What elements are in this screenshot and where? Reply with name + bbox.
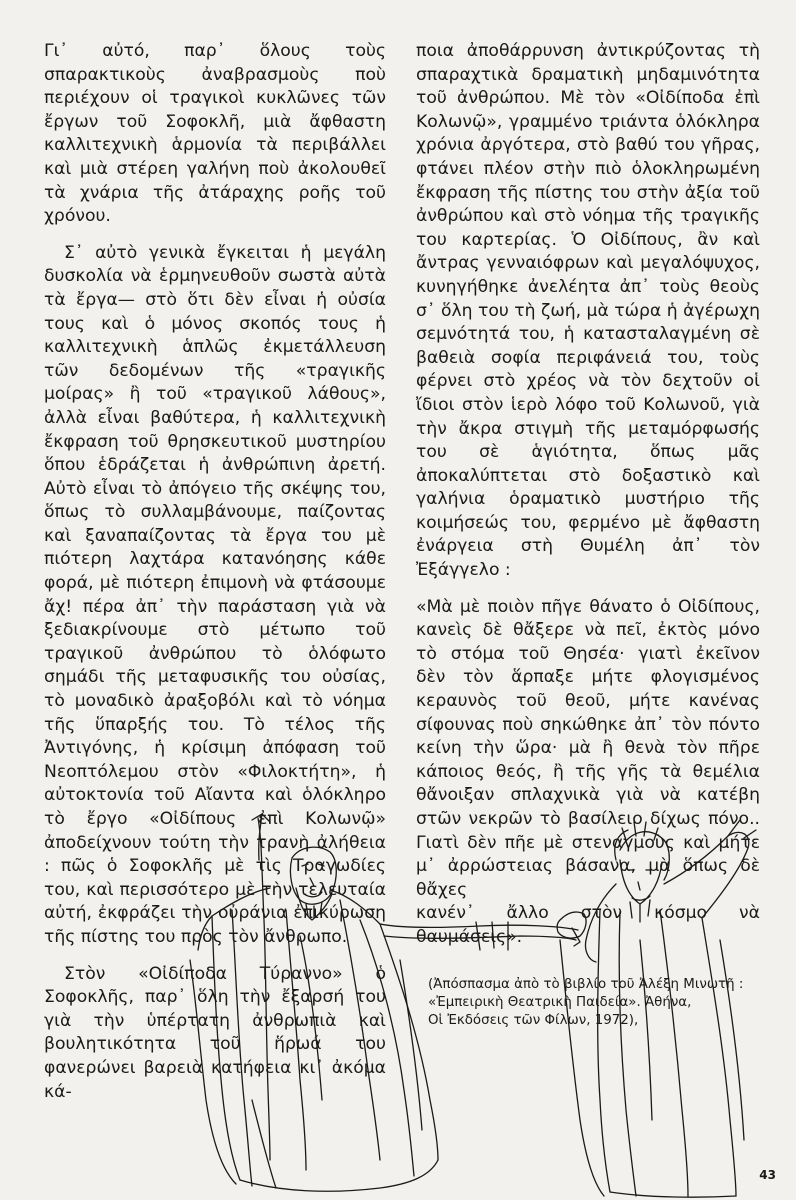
- paragraph: Σ᾿ αὐτὸ γενικὰ ἔγκειται ἡ μεγάλη δυσκολία νὰ ἑρμηνευθοῦν σωστὰ αὐτὰ τὰ ἔργα— στὸ ὅτι δὲν εἶναι ἡ οὐσία τους καὶ ὁ μόνος σκοπός τους ἡ καλλιτεχνικὴ ἁπλῶς ἐκμετάλλευση τῶν δεδομένων τῆς «τραγικῆς μοίρας» ἢ τοῦ «τραγικοῦ λάθους», ἀλλὰ εἶναι βαθύτερα, ἡ καλλιτεχνικὴ ἔκφραση τοῦ θρησκευτικοῦ μυστηρίου ὅπου ἑδράζεται ἡ ἀνθρώπινη ἀρετή. Αὐτὸ εἶναι τὸ ἀπόγειο τῆς σκέψης του, ὅπως τὸ συλλαμβάνουμε, παίζοντας καὶ ξαναπαίζοντας τὰ ἔργα του μὲ πιότερη λαχτάρα κατανόησης κάθε φορά, μὲ πιότερη ἐπιμονὴ νὰ φτάσουμε ἄχ! πέρα ἀπ᾿ τὴν παράσταση γιὰ νὰ ξεδιακρίνουμε στὸ μέτωπο τοῦ τραγικοῦ ἀνθρώπου τὸ ὁλόφωτο σημάδι τῆς μεταφυσικῆς του οὐσίας, τὸ μοναδικὸ ἀραξοβόλι καὶ τὸ νόημα τῆς ὕπαρξής του. Τὸ τέλος τῆς Ἀντιγόνης, ἡ κρίσιμη ἀπόφαση τοῦ Νεοπτόλεμου στὸν «Φιλοκτήτη», ἡ αὐτοκτονία τοῦ Αἴαντα καὶ ὁλόκληρο τὸ ἔργο «Οἰδίπους ἐπὶ Κολωνῷ» ἀποδείχνουν τούτη τὴν τρανὴ ἀλήθεια : πῶς ὁ Σοφοκλῆς μὲ τὶς Τραγωδίες του, καὶ περισσότερο μὲ τὴν τελευταία αὐτή, ἐκφράζει τὴν οὐράνια ἐπικύρωση τῆς πίστης του πρὸς τὸν ἄνθρωπο.: [44, 242, 386, 947]
- quote-line: τὸ στόμα τοῦ Θησέα· γιατὶ ἐκεῖνον: [416, 643, 760, 664]
- quote-line: κανέν᾿ ἄλλο στὸν κόσμο νὰ θαυμάσεις».: [416, 903, 760, 947]
- citation-line: (Ἀπόσπασμα ἀπὸ τὸ βιβλίο τοῦ Ἀλέξη Μινωτῆ :: [428, 976, 744, 992]
- paragraph: Γι᾿ αὐτό, παρ᾿ ὅλους τοὺς σπαρακτικοὺς ἀναβρασμοὺς ποὺ περιέχουν οἱ τραγικοὶ κυκλῶνες τῶν ἔργων τοῦ Σοφοκλῆ, μιὰ ἄφθαστη καλλιτεχνικὴ ἁρμονία τὰ περιβάλλει καὶ μιὰ στέρεη γαλήνη ποὺ ἀκολουθεῖ τὰ χνάρια τῆς ἀτάραχης ροῆς τοῦ χρόνου.: [44, 41, 386, 227]
- quote-line: κάποιος θεός, ἢ τῆς γῆς τὰ θεμέλια: [416, 761, 760, 782]
- sketch-figure-right: [557, 820, 756, 1197]
- quote-line: στῶν νεκρῶν τὸ βασίλειο δίχως πόνο..: [416, 809, 760, 829]
- quote-line: κανεὶς δὲ θἄξερε νὰ πεῖ, ἐκτὸς μόνο: [416, 620, 760, 641]
- quote-line: «Μὰ μὲ ποιὸν πῆγε θάνατο ὁ Οἰδίπους,: [416, 596, 760, 617]
- quote-line: μ᾿ ἀρρώστειας βάσανα, μὰ ὅπως δὲ θἄχες: [416, 856, 760, 900]
- page-number: 43: [759, 1168, 776, 1182]
- quote-line: Γιατὶ δὲν πῆε μὲ στεναγμοὺς καὶ μήτε: [416, 832, 760, 853]
- quote-line: θἄνοιξαν σπλαχνικὰ γιὰ νὰ κατέβη: [416, 785, 760, 806]
- citation-line: «Ἐμπειρικὴ Θεατρικὴ Παιδεία». Ἀθήνα,: [428, 994, 692, 1010]
- paragraph: Στὸν «Οἰδίποδα Τύραννο» ὁ Σοφοκλῆς, παρ᾿ ὅλη τὴν ἔξαρσή του γιὰ τὴν ὑπέρτατη ἀνθρωπιὰ καὶ βουλητικότητα τοῦ ἥρωά του φανερώνει βαρειὰ κατήφεια κι᾿ ἀκόμα κά-: [44, 963, 386, 1102]
- quote-line: κείνη τὴν ὥρα· μὰ ἢ θενὰ τὸν πῆρε: [416, 738, 760, 759]
- citation-line: Οἱ Ἐκδόσεις τῶν Φίλων, 1972),: [428, 1013, 639, 1029]
- paragraph: ποια ἀποθάρρυνση ἀντικρύζοντας τὴ σπαραχτικὰ δραματικὴ μηδαμινότητα τοῦ ἀνθρώπου. Μὲ τὸν «Οἰδίποδα ἐπὶ Κολωνῷ», γραμμένο τριάντα ὁλόκληρα χρόνια ἀργότερα, στὸ βαθύ του γῆρας, φτάνει πλέον στὴν πιὸ ὁλοκληρωμένη ἔκφραση τῆς πίστης του στὴν ἀξία τοῦ ἀνθρώπου καὶ στὸ νόημα τῆς τραγικῆς του καρτερίας. Ὁ Οἰδίπους, ἂν καὶ ἄντρας γενναιόφρων καὶ μεγαλόψυχος, κυνηγήθηκε ἀνελέητα ἀπ᾿ τοὺς θεοὺς σ᾿ ὅλη του τὴ ζωή, μὰ τώρα ἡ ἀγέρωχη σεμνότητά του, ἡ κατασταλαγμένη σὲ βαθειὰ σοφία περιφάνειά του, τοὺς φέρνει στὸ χρέος νὰ τὸν δεχτοῦν οἱ ἴδιοι στὸν ἱερὸ λόφο τοῦ Κολωνοῦ, γιὰ τὴν ἄκρα στιγμὴ τῆς μεταμόρφωσής του σὲ ἁγιότητα, ὅπως μᾶς ἀποκαλύπτεται στὸ δοξαστικὸ καὶ γαλήνια ὁραματικὸ μυστήριο τῆς κοιμήσεώς του, φερμένο μὲ ἄφθαστη ἐνάργεια στὴ Θυμέλη ἀπ᾿ τὸν Ἐξάγγελο :: [416, 41, 760, 581]
- ink-sketch-illustration: [0, 800, 796, 1200]
- quote-line: κεραυνὸς τοῦ θεοῦ, μήτε κανένας: [416, 691, 760, 712]
- sketch-figure-left: [190, 814, 580, 1191]
- quote-line: δὲν τὸν ἅρπαξε μήτε φλογισμένος: [416, 667, 760, 688]
- quote-line: σίφουνας ποὺ σηκώθηκε ἀπ᾿ τὸν πόντο: [416, 714, 760, 735]
